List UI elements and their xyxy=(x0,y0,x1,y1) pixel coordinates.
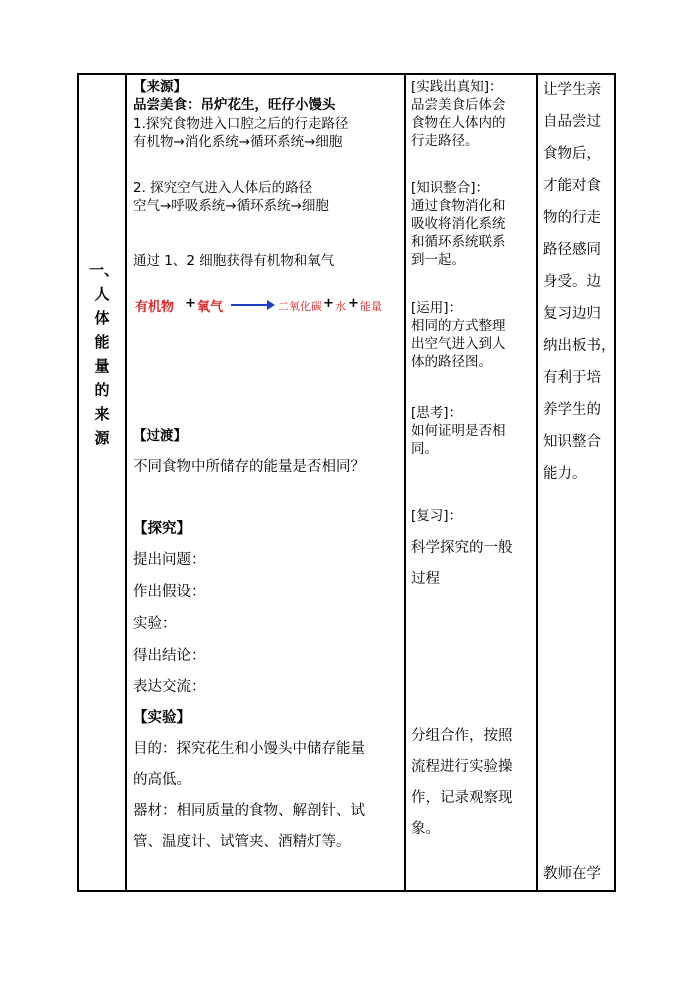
section-title-char: 一、 xyxy=(89,261,120,279)
activity-line: 如何证明是否相 xyxy=(411,423,506,439)
section-title-char: 量 xyxy=(94,357,110,375)
section-title-char: 源 xyxy=(94,429,110,447)
activity-line: [知识整合]： xyxy=(411,180,490,196)
activity-line: 品尝美食后体会 xyxy=(411,97,506,113)
transition-question: 不同食物中所储存的能量是否相同？ xyxy=(133,459,365,475)
equation-plus: + xyxy=(348,296,359,311)
intent-line: 养学生的 xyxy=(543,402,601,418)
activity-line: 吸收将消化系统 xyxy=(411,216,506,232)
activity-line: [运用]： xyxy=(411,300,463,316)
activity-line: 象。 xyxy=(411,821,440,837)
item1-path: 有机物→消化系统→循环系统→细胞 xyxy=(133,134,343,150)
item1-title: 1.探究食物进入口腔之后的行走路径 xyxy=(133,116,349,132)
intent-line: 知识整合 xyxy=(543,434,601,450)
section-title-char: 来 xyxy=(94,405,110,423)
lesson-table xyxy=(77,73,616,892)
experiment-line: 目的：探究花生和小馒头中储存能量 xyxy=(133,741,365,757)
explore-header: 【探究】 xyxy=(133,521,191,537)
activity-line: 同。 xyxy=(411,441,438,457)
intent-line: 复习边归 xyxy=(543,306,601,322)
activity-line: 体的路径图。 xyxy=(411,354,492,370)
activity-line: 作，记录观察现 xyxy=(411,790,513,806)
explore-step: 实验： xyxy=(133,616,177,632)
experiment-header: 【实验】 xyxy=(133,710,191,726)
activity-line: 过程 xyxy=(411,571,440,587)
activity-line: 和循环系统联系 xyxy=(411,234,506,250)
equation-product: 能量 xyxy=(360,300,382,313)
intent-line: 才能对食 xyxy=(543,178,601,194)
activity-line: 出空气进入到人 xyxy=(411,336,506,352)
experiment-line: 的高低。 xyxy=(133,772,191,788)
activity-line: 流程进行实验操 xyxy=(411,759,513,775)
equation-plus: + xyxy=(185,296,196,311)
intent-line: 教师在学 xyxy=(543,866,601,882)
activity-line: 相同的方式整理 xyxy=(411,318,506,334)
reaction-arrow-icon xyxy=(231,304,269,306)
explore-step: 提出问题： xyxy=(133,552,206,568)
intent-line: 能力。 xyxy=(543,466,587,482)
transition-header: 【过渡】 xyxy=(133,428,187,444)
explore-step: 表达交流： xyxy=(133,679,206,695)
content-cell xyxy=(127,75,404,890)
activity-line: 食物在人体内的 xyxy=(411,115,506,131)
item2-path: 空气→呼吸系统→循环系统→细胞 xyxy=(133,198,329,214)
reaction-arrowhead-icon xyxy=(267,300,275,310)
equation-reactant: 氧气 xyxy=(197,300,224,315)
explore-step: 作出假设： xyxy=(133,584,206,600)
intent-line: 物的行走 xyxy=(543,210,601,226)
experiment-line: 管、温度计、试管夹、酒精灯等。 xyxy=(133,834,351,850)
section-title-char: 体 xyxy=(94,309,110,327)
activity-line: 行走路径。 xyxy=(411,133,479,149)
section-title xyxy=(89,258,120,450)
respiration-equation xyxy=(135,296,405,318)
activity-line: 分组合作，按照 xyxy=(411,728,513,744)
summary-text: 通过 1、2 细胞获得有机物和氧气 xyxy=(133,253,335,269)
activity-line: [实践出真知]： xyxy=(411,79,503,95)
intent-line: 身受。边 xyxy=(543,274,601,290)
activity-cell xyxy=(406,75,536,890)
activity-line: [复习]： xyxy=(411,508,463,524)
section-title-char: 人 xyxy=(94,285,110,303)
activity-line: [思考]： xyxy=(411,405,463,421)
intent-line: 让学生亲 xyxy=(543,82,601,98)
explore-step: 得出结论： xyxy=(133,648,206,664)
section-cell xyxy=(79,75,125,890)
intent-line: 有利于培 xyxy=(543,370,601,386)
intent-line: 食物后， xyxy=(543,146,601,162)
experiment-line: 器材：相同质量的食物、解剖针、试 xyxy=(133,803,365,819)
activity-line: 通过食物消化和 xyxy=(411,198,506,214)
intent-cell xyxy=(538,75,616,890)
intent-line: 路径感同 xyxy=(543,242,601,258)
activity-line: 科学探究的一般 xyxy=(411,540,513,556)
intent-line: 纳出板书， xyxy=(543,338,616,354)
item2-title: 2. 探究空气进入人体后的路径 xyxy=(133,180,313,196)
equation-product: 二氧化碳 xyxy=(278,300,322,313)
source-header: 【来源】 xyxy=(133,79,187,95)
source-subtitle: 品尝美食：吊炉花生，旺仔小馒头 xyxy=(133,97,336,113)
intent-line: 自品尝过 xyxy=(543,114,601,130)
equation-plus: + xyxy=(323,296,334,311)
equation-product: 水 xyxy=(335,300,346,313)
section-title-char: 的 xyxy=(94,381,110,399)
activity-line: 到一起。 xyxy=(411,252,465,268)
equation-reactant: 有机物 xyxy=(135,300,175,315)
section-title-char: 能 xyxy=(94,333,110,351)
